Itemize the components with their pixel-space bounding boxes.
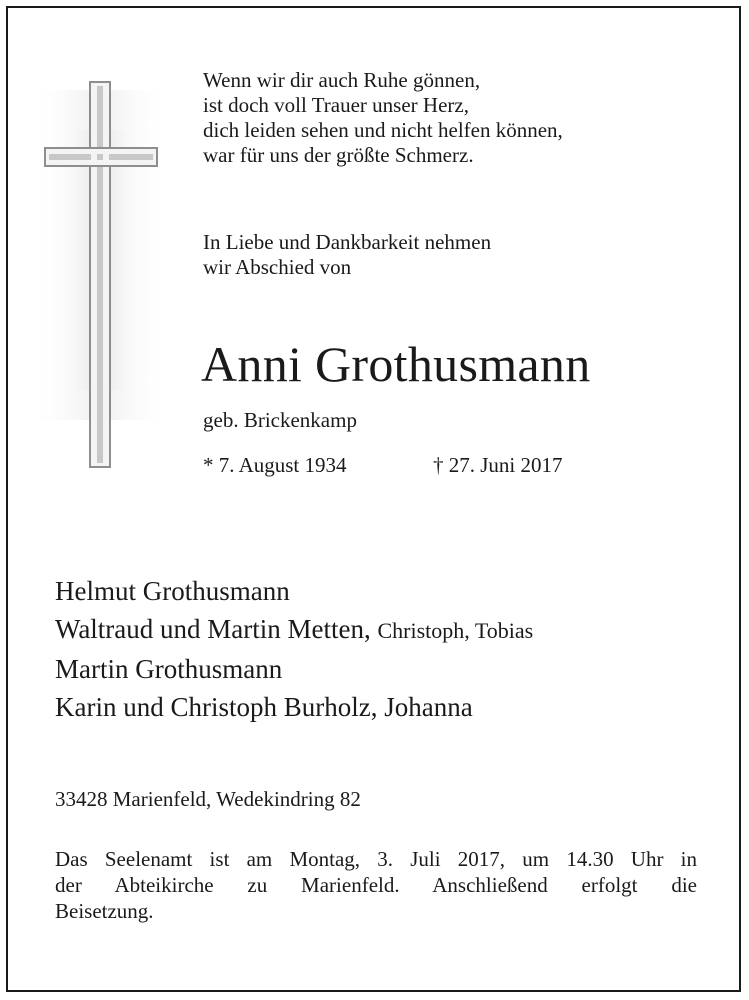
poem-line: war für uns der größte Schmerz. bbox=[203, 143, 474, 167]
cross-icon bbox=[20, 70, 180, 490]
poem-line: dich leiden sehen und nicht helfen können, bbox=[203, 118, 563, 142]
funeral-notice bbox=[55, 846, 697, 924]
mourner-children: Christoph, Tobias bbox=[377, 618, 534, 643]
mourner-row bbox=[55, 650, 533, 688]
notice-line: Das Seelenamt ist am Montag, 3. Juli 2017, um 14.30 Uhr in bbox=[55, 847, 697, 871]
mourner-name: Karin und Christoph Burholz, Johanna bbox=[55, 692, 473, 722]
mourner-name: Helmut Grothusmann bbox=[55, 576, 290, 606]
mourner-name: Waltraud und Martin Metten, bbox=[55, 614, 371, 644]
farewell-line: wir Abschied von bbox=[203, 255, 352, 279]
notice-line: der Abteikirche zu Marienfeld. Anschließend erfolgt die bbox=[55, 873, 697, 897]
mourners-list bbox=[55, 572, 533, 726]
farewell-text bbox=[203, 230, 491, 280]
poem-line: ist doch voll Trauer unser Herz, bbox=[203, 93, 469, 117]
poem bbox=[203, 68, 563, 168]
mourner-name: Martin Grothusmann bbox=[55, 654, 283, 684]
notice-line: Beisetzung. bbox=[55, 899, 154, 923]
deceased-name: Anni Grothusmann bbox=[201, 336, 591, 392]
death-date: † 27. Juni 2017 bbox=[433, 453, 563, 477]
birth-date: * 7. August 1934 bbox=[203, 453, 347, 477]
farewell-line: In Liebe und Dankbarkeit nehmen bbox=[203, 230, 492, 254]
poem-line: Wenn wir dir auch Ruhe gönnen, bbox=[203, 68, 481, 92]
address: 33428 Marienfeld, Wedekindring 82 bbox=[55, 787, 361, 811]
mourner-row bbox=[55, 688, 533, 726]
maiden-name: geb. Brickenkamp bbox=[203, 408, 357, 432]
mourner-row bbox=[55, 610, 533, 650]
mourner-row bbox=[55, 572, 533, 610]
